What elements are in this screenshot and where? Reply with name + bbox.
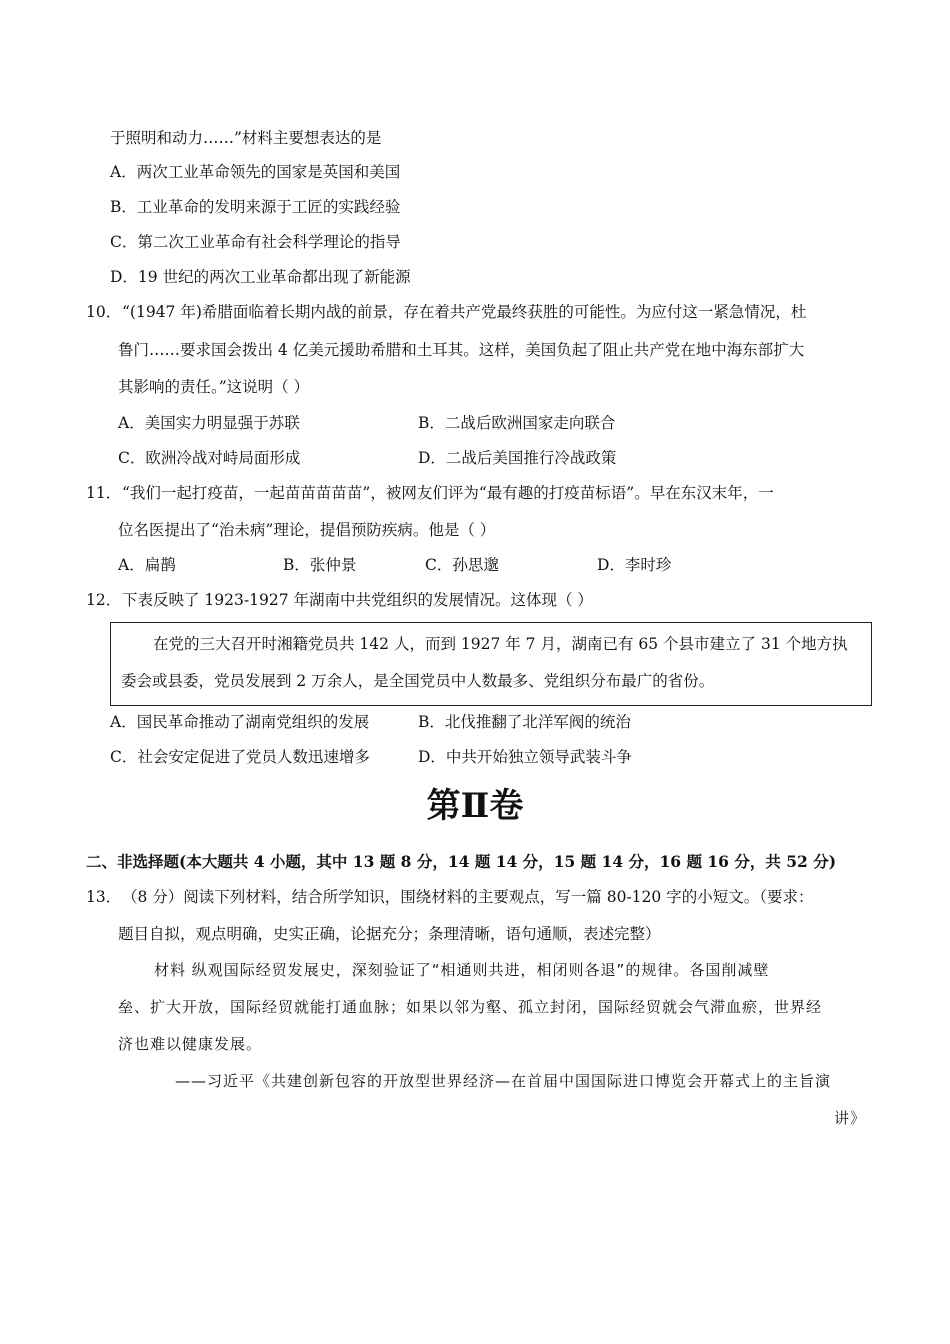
q12-material-line-2: 委会或县委，党员发展到 2 万余人，是全国党员中人数最多、党组织分布最广的省份。 (121, 672, 715, 690)
q11-option-c[interactable]: C．孙思邈 (425, 556, 499, 574)
q11-number: 11． (86, 484, 122, 502)
q13-stem-line-2: 题目自拟，观点明确，史实正确，论据充分；条理清晰，语句通顺，表述完整） (118, 925, 661, 943)
q12-option-c[interactable]: C．社会安定促进了党员人数迅速增多 (110, 748, 370, 766)
q12-number: 12． (86, 591, 122, 609)
q13-material-line-1: 材料 纵观国际经贸发展史，深刻验证了“相通则共进，相闭则各退”的规律。各国削减壁 (154, 961, 770, 979)
q9-stem-tail: 于照明和动力……”材料主要想表达的是 (110, 129, 382, 147)
q11-stem-line-1: “我们一起打疫苗，一起苗苗苗苗苗”，被网友们评为“最有趣的打疫苗标语”。早在东汉末年，一 (122, 484, 774, 502)
q13-source-line-1: ——习近平《共建创新包容的开放型世界经济—在首届中国国际进口博览会开幕式上的主旨演 (175, 1072, 832, 1090)
q11-stem-line-2: 位名医提出了“治未病”理论，提倡预防疾病。他是（ ） (118, 521, 496, 539)
q12-option-b[interactable]: B．北伐推翻了北洋军阀的统治 (418, 713, 631, 731)
q9-option-a[interactable]: A．两次工业革命领先的国家是英国和美国 (110, 163, 401, 181)
q12-option-a[interactable]: A．国民革命推动了湖南党组织的发展 (110, 713, 370, 731)
q13-material-line-2: 垒、扩大开放，国际经贸就能打通血脉；如果以邻为壑、孤立封闭，国际经贸就会气滞血瘀，世界经 (118, 998, 823, 1016)
q13-stem-line-1: （8 分）阅读下列材料，结合所学知识，围绕材料的主要观点，写一篇 80-120 字的小短文。（要求： (122, 888, 814, 906)
q10-stem-line-3: 其影响的责任。”这说明（ ） (118, 378, 310, 396)
q10-stem-line-2: 鲁门……要求国会拨出 4 亿美元援助希腊和土耳其。这样，美国负起了阻止共产党在地中海东部扩大 (118, 341, 805, 359)
q12-material-line-1: 在党的三大召开时湘籍党员共 142 人，而到 1927 年 7 月，湖南已有 65 个县市建立了 31 个地方执 (153, 635, 848, 653)
q12-option-d[interactable]: D．中共开始独立领导武装斗争 (418, 748, 632, 766)
q11-option-b[interactable]: B．张仲景 (283, 556, 357, 574)
q13-source-line-2: 讲》 (834, 1109, 867, 1127)
q10-option-b[interactable]: B．二战后欧洲国家走向联合 (418, 414, 616, 432)
q10-option-c[interactable]: C．欧洲冷战对峙局面形成 (118, 449, 301, 467)
q9-option-c[interactable]: C．第二次工业革命有社会科学理论的指导 (110, 233, 401, 251)
q12-stem: 下表反映了 1923-1927 年湖南中共党组织的发展情况。这体现（ ） (122, 591, 593, 609)
q11-option-a[interactable]: A．扁鹊 (118, 556, 176, 574)
q9-option-b[interactable]: B．工业革命的发明来源于工匠的实践经验 (110, 198, 401, 216)
section-title: 第Ⅱ卷 (426, 786, 524, 826)
q10-option-d[interactable]: D．二战后美国推行冷战政策 (418, 449, 617, 467)
q10-number: 10． (86, 303, 122, 321)
q11-option-d[interactable]: D．李时珍 (597, 556, 672, 574)
section-header: 二、非选择题(本大题共 4 小题，其中 13 题 8 分，14 题 14 分，15 题 14 分，16 题 16 分，共 52 分) (86, 852, 837, 871)
q10-stem-line-1: “(1947 年)希腊面临着长期内战的前景，存在着共产党最终获胜的可能性。为应付这一紧急情况，杜 (122, 303, 807, 321)
q12-material-box (110, 622, 872, 706)
q13-material-line-3: 济也难以健康发展。 (118, 1035, 263, 1053)
q13-number: 13． (86, 888, 122, 906)
q9-option-d[interactable]: D．19 世纪的两次工业革命都出现了新能源 (110, 268, 411, 286)
q10-option-a[interactable]: A．美国实力明显强于苏联 (118, 414, 300, 432)
